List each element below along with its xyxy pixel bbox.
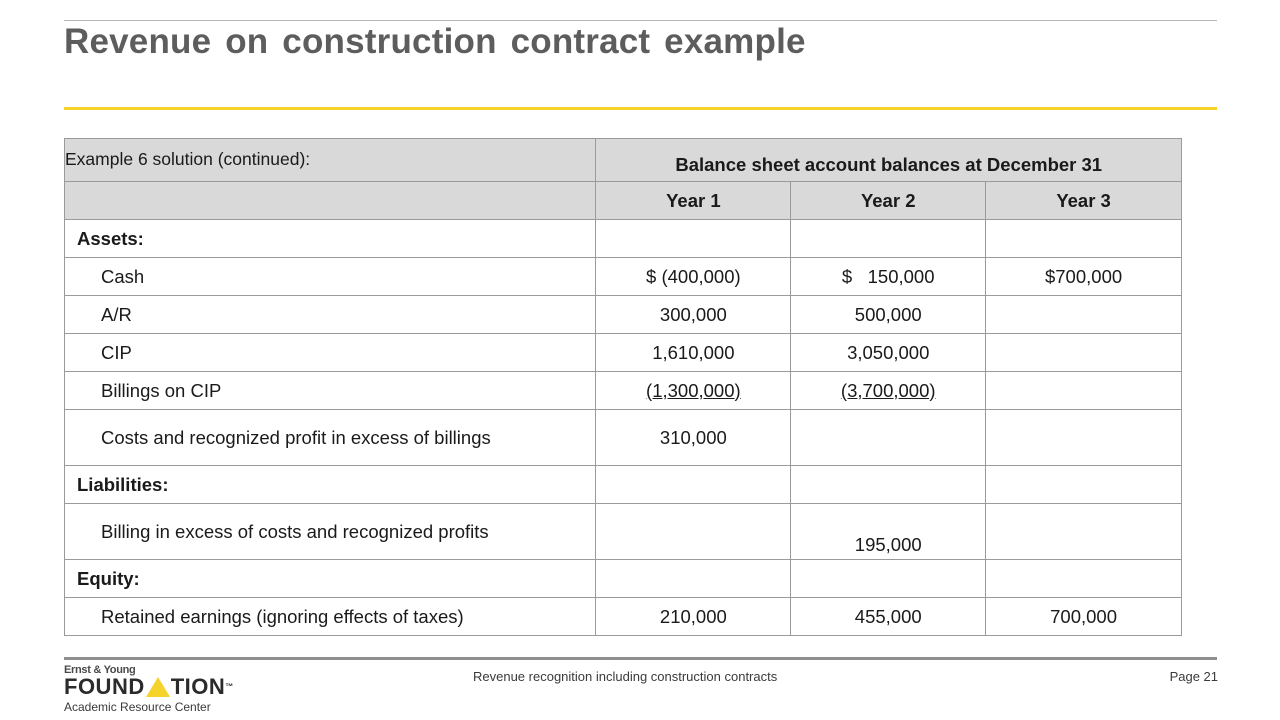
logo-trademark: ™ xyxy=(225,682,234,691)
cell-year-1: 300,000 xyxy=(596,296,791,334)
table-row-liabilities xyxy=(65,466,1182,504)
cell-year-2: 500,000 xyxy=(791,296,986,334)
cell-year-1: 310,000 xyxy=(596,410,791,466)
slide-title: Revenue on construction contract example xyxy=(64,22,806,61)
table-row-retained-earnings xyxy=(65,598,1182,636)
row-label: Liabilities: xyxy=(65,466,596,504)
cell-year-2 xyxy=(791,220,986,258)
corner-label: Example 6 solution (continued): xyxy=(65,139,596,182)
balance-sheet-table xyxy=(64,138,1182,636)
cell-year-3 xyxy=(986,220,1182,258)
logo-subtitle: Academic Resource Center xyxy=(64,700,211,714)
cell-year-3 xyxy=(986,334,1182,372)
year-header-row xyxy=(65,182,1182,220)
table-row-billing-in-excess xyxy=(65,504,1182,560)
ey-foundation-logo xyxy=(64,664,264,716)
cell-year-2 xyxy=(791,560,986,598)
row-label xyxy=(65,504,596,560)
table-row-equity xyxy=(65,560,1182,598)
title-underline xyxy=(64,107,1217,110)
cell-year-3 xyxy=(986,296,1182,334)
cell-year-1: 210,000 xyxy=(596,598,791,636)
row-label-text: Costs and recognized profit in excess of billings xyxy=(101,427,491,448)
row-label: Equity: xyxy=(65,560,596,598)
cell-year-3 xyxy=(986,466,1182,504)
table-row-cip xyxy=(65,334,1182,372)
logo-word-part-2: TION xyxy=(170,674,226,699)
footer-divider xyxy=(64,657,1217,660)
cell-year-2 xyxy=(791,466,986,504)
cell-year-2: 195,000 xyxy=(791,504,986,560)
row-label-text: Billing in excess of costs and recognized profits xyxy=(101,521,489,542)
row-label: Billings on CIP xyxy=(65,372,596,410)
top-divider xyxy=(64,20,1217,21)
cell-year-3: 700,000 xyxy=(986,598,1182,636)
cell-year-3: $700,000 xyxy=(986,258,1182,296)
cell-year-1: (1,300,000) xyxy=(596,372,791,410)
cell-year-3 xyxy=(986,504,1182,560)
table-row-cash xyxy=(65,258,1182,296)
cell-year-2: $ 150,000 xyxy=(791,258,986,296)
year-1-header: Year 1 xyxy=(596,182,791,220)
logo-word-part-1: FOUND xyxy=(64,674,145,699)
year-3-header: Year 3 xyxy=(986,182,1182,220)
table-row-costs-in-excess xyxy=(65,410,1182,466)
row-label: A/R xyxy=(65,296,596,334)
table-header-row xyxy=(65,139,1182,182)
year-2-header: Year 2 xyxy=(791,182,986,220)
cell-year-1: 1,610,000 xyxy=(596,334,791,372)
cell-year-2: (3,700,000) xyxy=(791,372,986,410)
year-header-blank xyxy=(65,182,596,220)
cell-year-2 xyxy=(791,410,986,466)
cell-year-2: 3,050,000 xyxy=(791,334,986,372)
page-number: Page 21 xyxy=(1169,669,1218,684)
cell-year-2: 455,000 xyxy=(791,598,986,636)
footer-title: Revenue recognition including construction contracts xyxy=(473,669,778,684)
logo-wordmark xyxy=(64,676,264,698)
row-label: Retained earnings (ignoring effects of taxes) xyxy=(65,598,596,636)
table-row-billings-on-cip xyxy=(65,372,1182,410)
row-label: CIP xyxy=(65,334,596,372)
cell-year-1: $ (400,000) xyxy=(596,258,791,296)
table-row-ar xyxy=(65,296,1182,334)
table-row-assets xyxy=(65,220,1182,258)
cell-year-3 xyxy=(986,560,1182,598)
row-label xyxy=(65,410,596,466)
cell-year-3 xyxy=(986,410,1182,466)
logo-triangle-icon xyxy=(146,677,170,697)
cell-year-1 xyxy=(596,504,791,560)
cell-year-1 xyxy=(596,220,791,258)
cell-year-3 xyxy=(986,372,1182,410)
row-label: Assets: xyxy=(65,220,596,258)
group-header: Balance sheet account balances at December 31 xyxy=(596,139,1182,182)
cell-year-1 xyxy=(596,466,791,504)
logo-brand-line: Ernst & Young xyxy=(64,664,136,676)
row-label: Cash xyxy=(65,258,596,296)
cell-year-1 xyxy=(596,560,791,598)
